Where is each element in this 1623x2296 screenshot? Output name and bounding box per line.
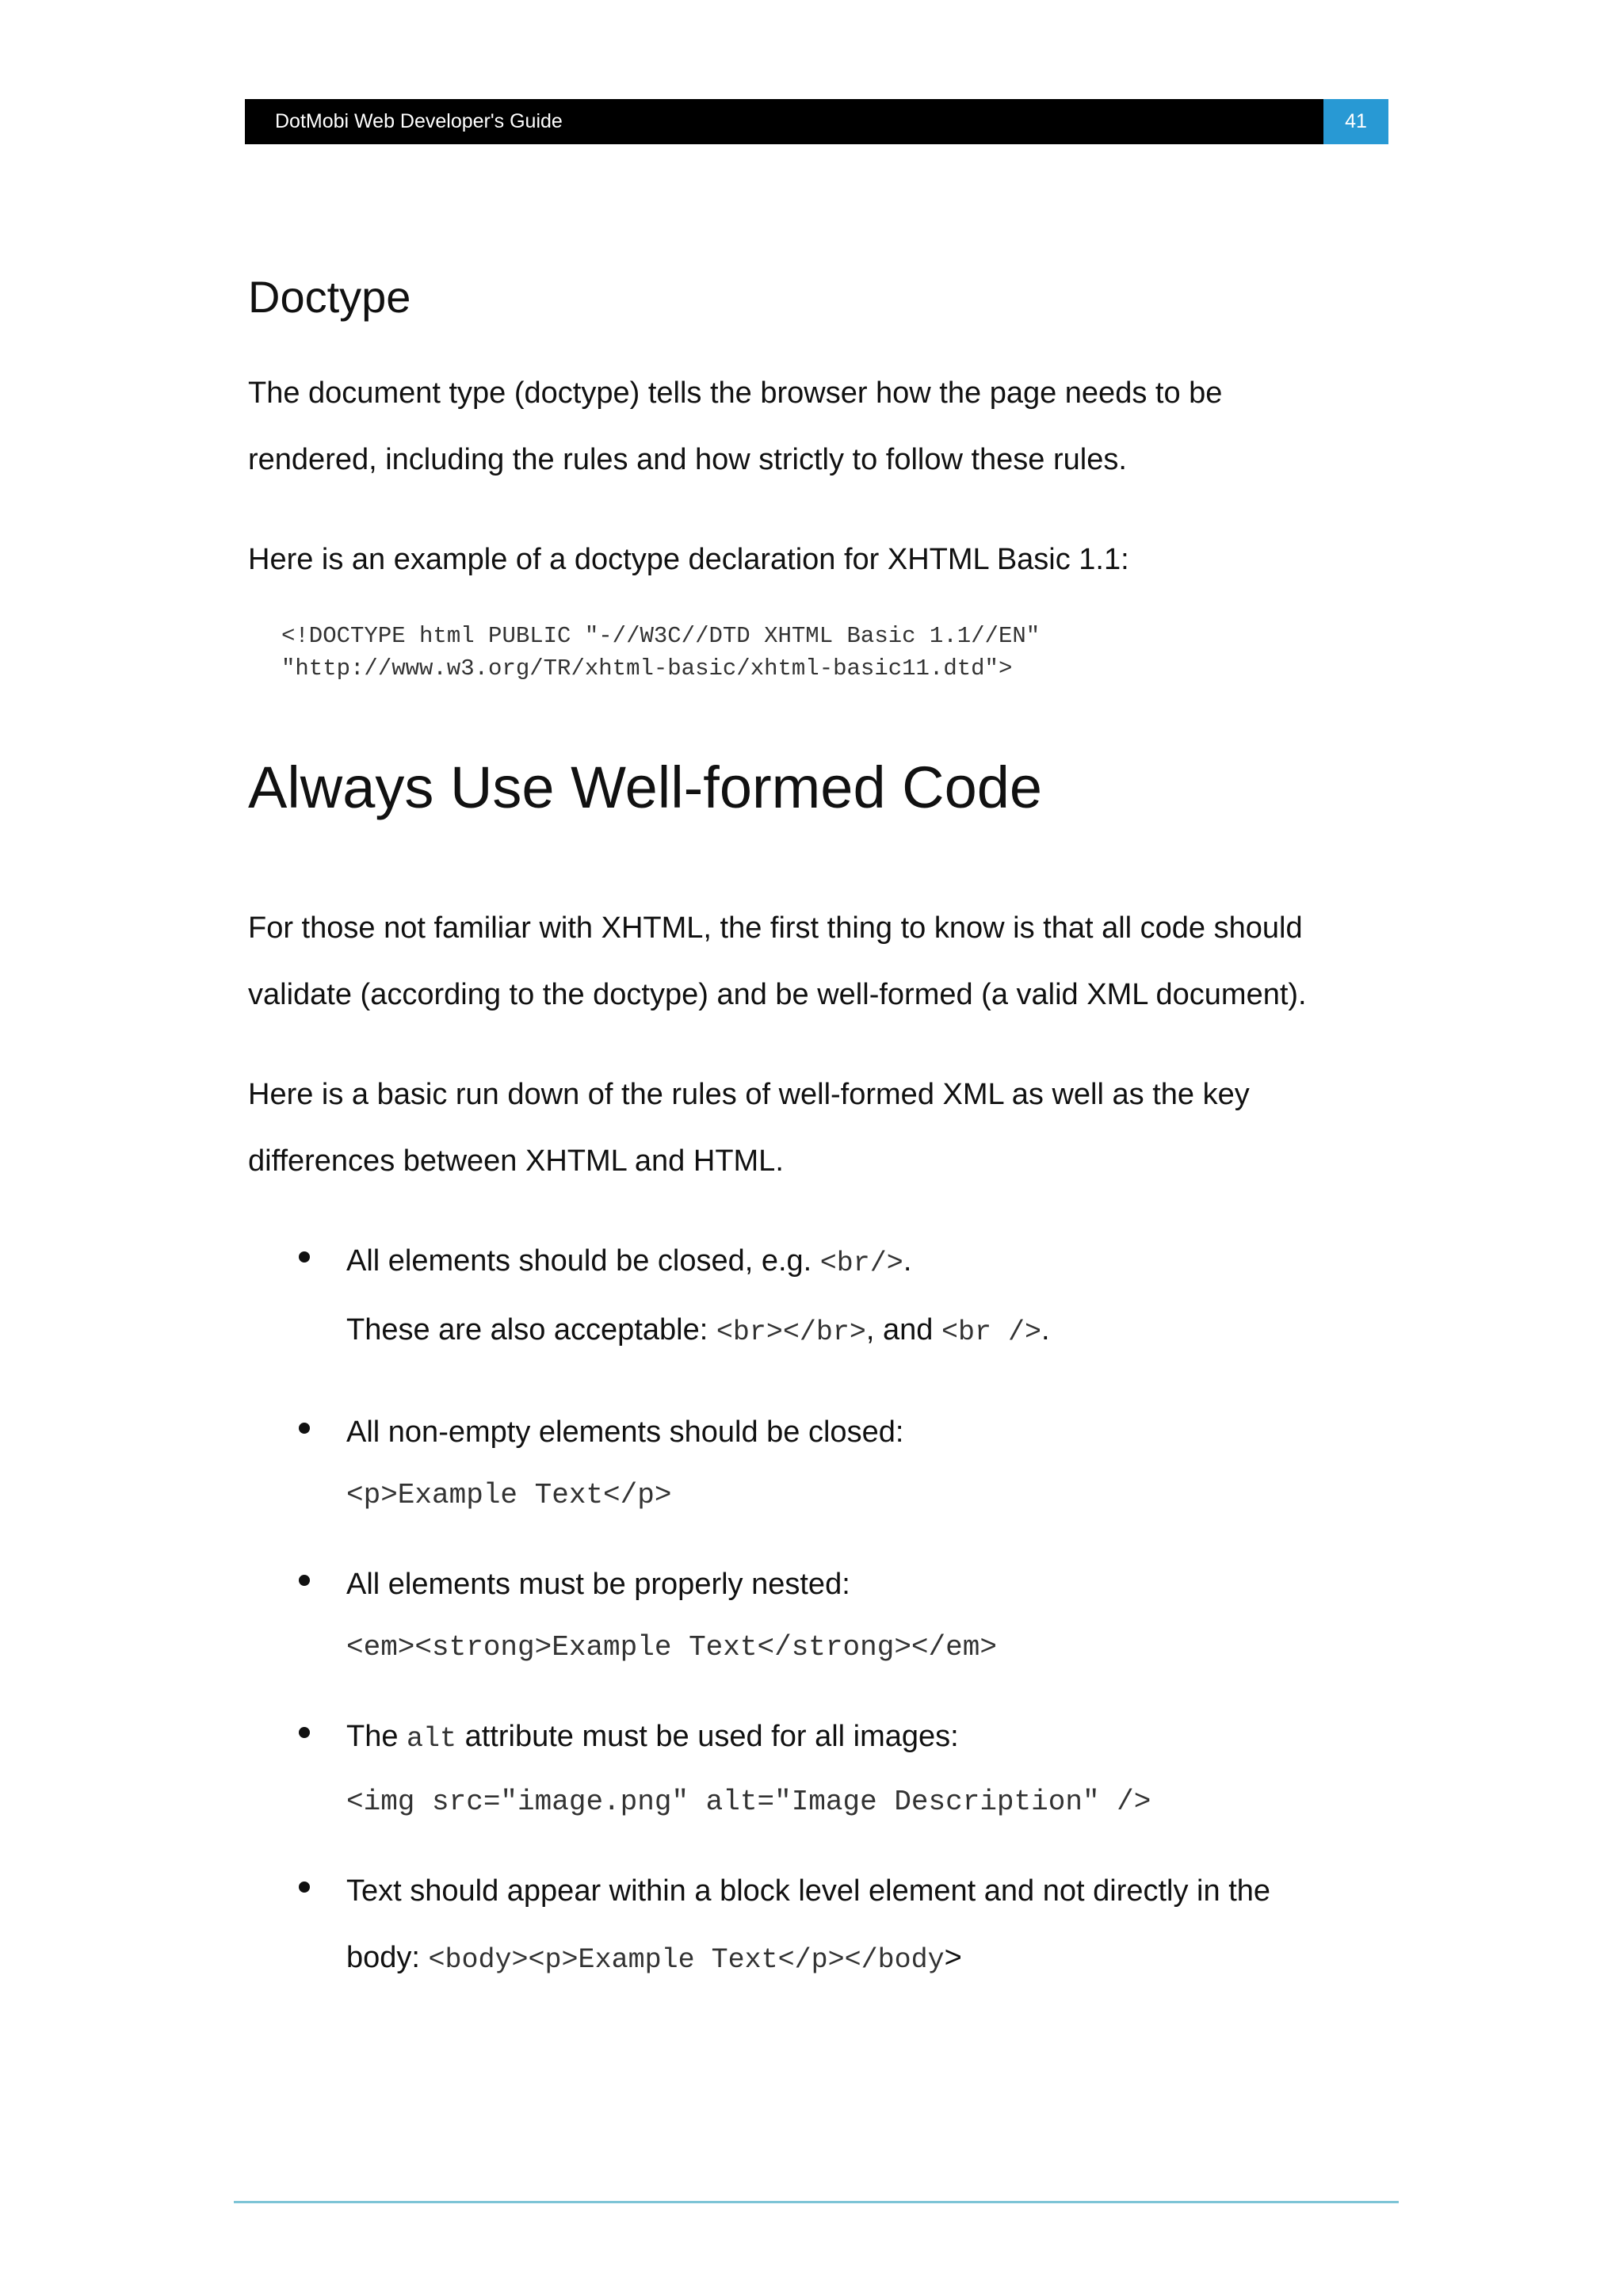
doctype-example-intro: Here is an example of a doctype declaration for XHTML Basic 1.1:	[248, 543, 1129, 576]
doctype-code-line-2: "http://www.w3.org/TR/xhtml-basic/xhtml-basic11.dtd">	[281, 655, 1013, 682]
list-item: Text should appear within a block level element and not directly in the body: <body><p>Example Text</p></body>	[248, 1858, 1397, 1993]
bullet-4-code: <img src="image.png" alt="Image Description" />	[346, 1786, 1151, 1818]
bullet-1-text-2: These are also acceptable:	[346, 1313, 716, 1347]
bullet-5-text: Text should appear within a block level element and not directly in the	[346, 1874, 1271, 1908]
doctype-para-line-2: rendered, including the rules and how strictly to follow these rules.	[248, 443, 1127, 476]
doctype-code-line-1: <!DOCTYPE html PUBLIC "-//W3C//DTD XHTML Basic 1.1//EN"	[281, 623, 1041, 649]
header-title: DotMobi Web Developer's Guide	[275, 110, 563, 132]
wellformed-para2-line-1: Here is a basic run down of the rules of well-formed XML as well as the key	[248, 1078, 1250, 1111]
bullet-icon	[299, 1251, 310, 1263]
wellformed-para2-line-2: differences between XHTML and HTML.	[248, 1144, 784, 1178]
running-header	[245, 99, 1388, 144]
bullet-icon	[299, 1575, 310, 1586]
wellformed-heading: Always Use Well-formed Code	[248, 755, 1043, 820]
wellformed-para1-line-1: For those not familiar with XHTML, the first thing to know is that all code should	[248, 911, 1303, 945]
footer-rule	[234, 2201, 1399, 2203]
rules-list	[248, 1228, 1397, 1993]
wellformed-paragraph-1	[248, 895, 1397, 1028]
wellformed-para1-line-2: validate (according to the doctype) and be well-formed (a valid XML document).	[248, 978, 1307, 1011]
bullet-1-text: All elements should be closed, e.g.	[346, 1244, 820, 1278]
bullet-icon	[299, 1423, 310, 1434]
bullet-4-text: The	[346, 1720, 407, 1753]
page-number: 41	[1323, 99, 1388, 144]
list-item: The alt attribute must be used for all images: <img src="image.png" alt="Image Description" />	[248, 1703, 1397, 1832]
list-item	[248, 1399, 1397, 1526]
bullet-1-code: <br/>	[819, 1247, 903, 1279]
bullet-1-code-2: <br></br>	[716, 1316, 866, 1348]
wellformed-paragraph-2	[248, 1061, 1397, 1194]
bullet-3-text: All elements must be properly nested:	[346, 1568, 850, 1601]
bullet-2-code: <p>Example Text</p>	[346, 1479, 672, 1511]
bullet-icon	[299, 1727, 310, 1738]
page-content	[248, 262, 1397, 1993]
doctype-heading: Doctype	[248, 272, 411, 322]
bullet-2-text: All non-empty elements should be closed:	[346, 1415, 904, 1449]
bullet-4-inline-code: alt	[407, 1723, 457, 1755]
doctype-paragraph	[248, 360, 1397, 493]
doctype-para-line-1: The document type (doctype) tells the browser how the page needs to be	[248, 376, 1223, 410]
bullet-icon	[299, 1881, 310, 1893]
bullet-5-code: <body><p>Example Text</p></body	[428, 1944, 945, 1976]
list-item	[248, 1551, 1397, 1678]
bullet-3-code: <em><strong>Example Text</strong></em>	[346, 1631, 997, 1664]
list-item: All elements should be closed, e.g. <br/>. These are also acceptable: <br></br>, and <br />.	[248, 1228, 1397, 1366]
bullet-1-code-3: <br />	[941, 1316, 1041, 1348]
doctype-code-block	[248, 620, 1397, 685]
